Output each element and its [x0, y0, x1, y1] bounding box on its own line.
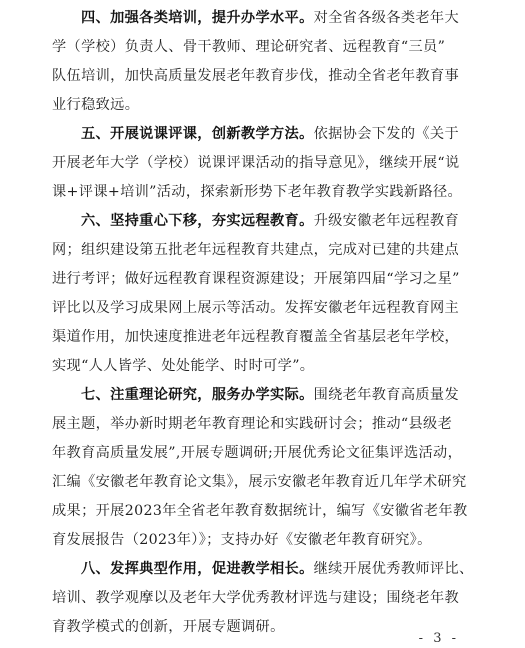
paragraph-line: 开展老年大学（学校）说课评课活动的指导意见》，继续开展“说	[52, 155, 460, 171]
document-body	[52, 4, 474, 642]
paragraph-text: 升级安徽老年远程教育	[313, 213, 459, 229]
paragraph-line: 队伍培训，加快高质量发展老年教育步伐，推动全省老年教育事	[52, 68, 460, 84]
paragraph-line: 培训、教学观摩以及老年大学优秀教材评选与建设；围绕老年教	[52, 590, 460, 606]
paragraph-line: 网；组织建设第五批老年远程教育共建点，完成对已建的共建点	[52, 242, 460, 258]
paragraph-line: 汇编《安徽老年教育论文集》，展示安徽老年教育近几年学术研究	[52, 474, 467, 490]
paragraph-line: 育教学模式的创新，开展专题调研。	[52, 619, 285, 635]
paragraph-text: 继续开展优秀教师评比、	[313, 561, 474, 577]
paragraph-first-line	[52, 4, 470, 33]
paragraph-line: 业行稳致远。	[52, 97, 140, 113]
paragraph-line: 展主题，举办新时期老年教育理论和实践研讨会；推动“县级老	[52, 416, 453, 432]
section-heading: 四、加强各类培训，提升办学水平。	[81, 10, 314, 26]
section-heading: 六、坚持重心下移，夯实远程教育。	[81, 213, 314, 229]
section-heading: 七、注重理论研究，服务办学实际。	[81, 387, 314, 403]
paragraph-first-line	[52, 555, 474, 584]
section-heading: 五、开展说课评课，创新教学方法。	[81, 126, 314, 142]
paragraph-first-line	[52, 381, 470, 410]
paragraph-first-line	[52, 207, 470, 236]
page-number: - 3 -	[418, 631, 459, 646]
paragraph-line: 渠道作用，加快速度推进老年远程教育覆盖全省基层老年学校，	[52, 329, 460, 345]
section-6	[52, 207, 470, 381]
paragraph-text: 围绕老年教育高质量发	[313, 387, 459, 403]
paragraph-first-line	[52, 120, 470, 149]
section-8	[52, 555, 474, 642]
section-4	[52, 4, 470, 120]
paragraph-line: 育发展报告（2023年）》；支持办好《安徽老年教育研究》。	[52, 532, 432, 548]
section-7	[52, 381, 470, 555]
paragraph-line: 进行考评；做好远程教育课程资源建设；开展第四届“学习之星”	[52, 271, 460, 287]
paragraph-line: 学（学校）负责人、骨干教师、理论研究者、远程教育“三员”	[52, 39, 446, 55]
section-5	[52, 120, 470, 207]
paragraph-line: 年教育高质量发展”,开展专题调研;开展优秀论文征集评选活动，	[52, 445, 463, 461]
paragraph-text: 对全省各级各类老年大	[313, 10, 459, 26]
paragraph-line: 评比以及学习成果网上展示等活动。发挥安徽老年远程教育网主	[52, 300, 460, 316]
paragraph-line: 课+评课+培训”活动，探索新形势下老年教育教学实践新路径。	[52, 184, 463, 200]
paragraph-line: 实现“人人皆学、处处能学、时时可学”。	[52, 358, 315, 374]
section-heading: 八、发挥典型作用，促进教学相长。	[81, 561, 314, 577]
paragraph-line: 成果；开展2023年全省老年教育数据统计，编写《安徽省老年教	[52, 503, 468, 519]
paragraph-text: 依据协会下发的《关于	[313, 126, 459, 142]
